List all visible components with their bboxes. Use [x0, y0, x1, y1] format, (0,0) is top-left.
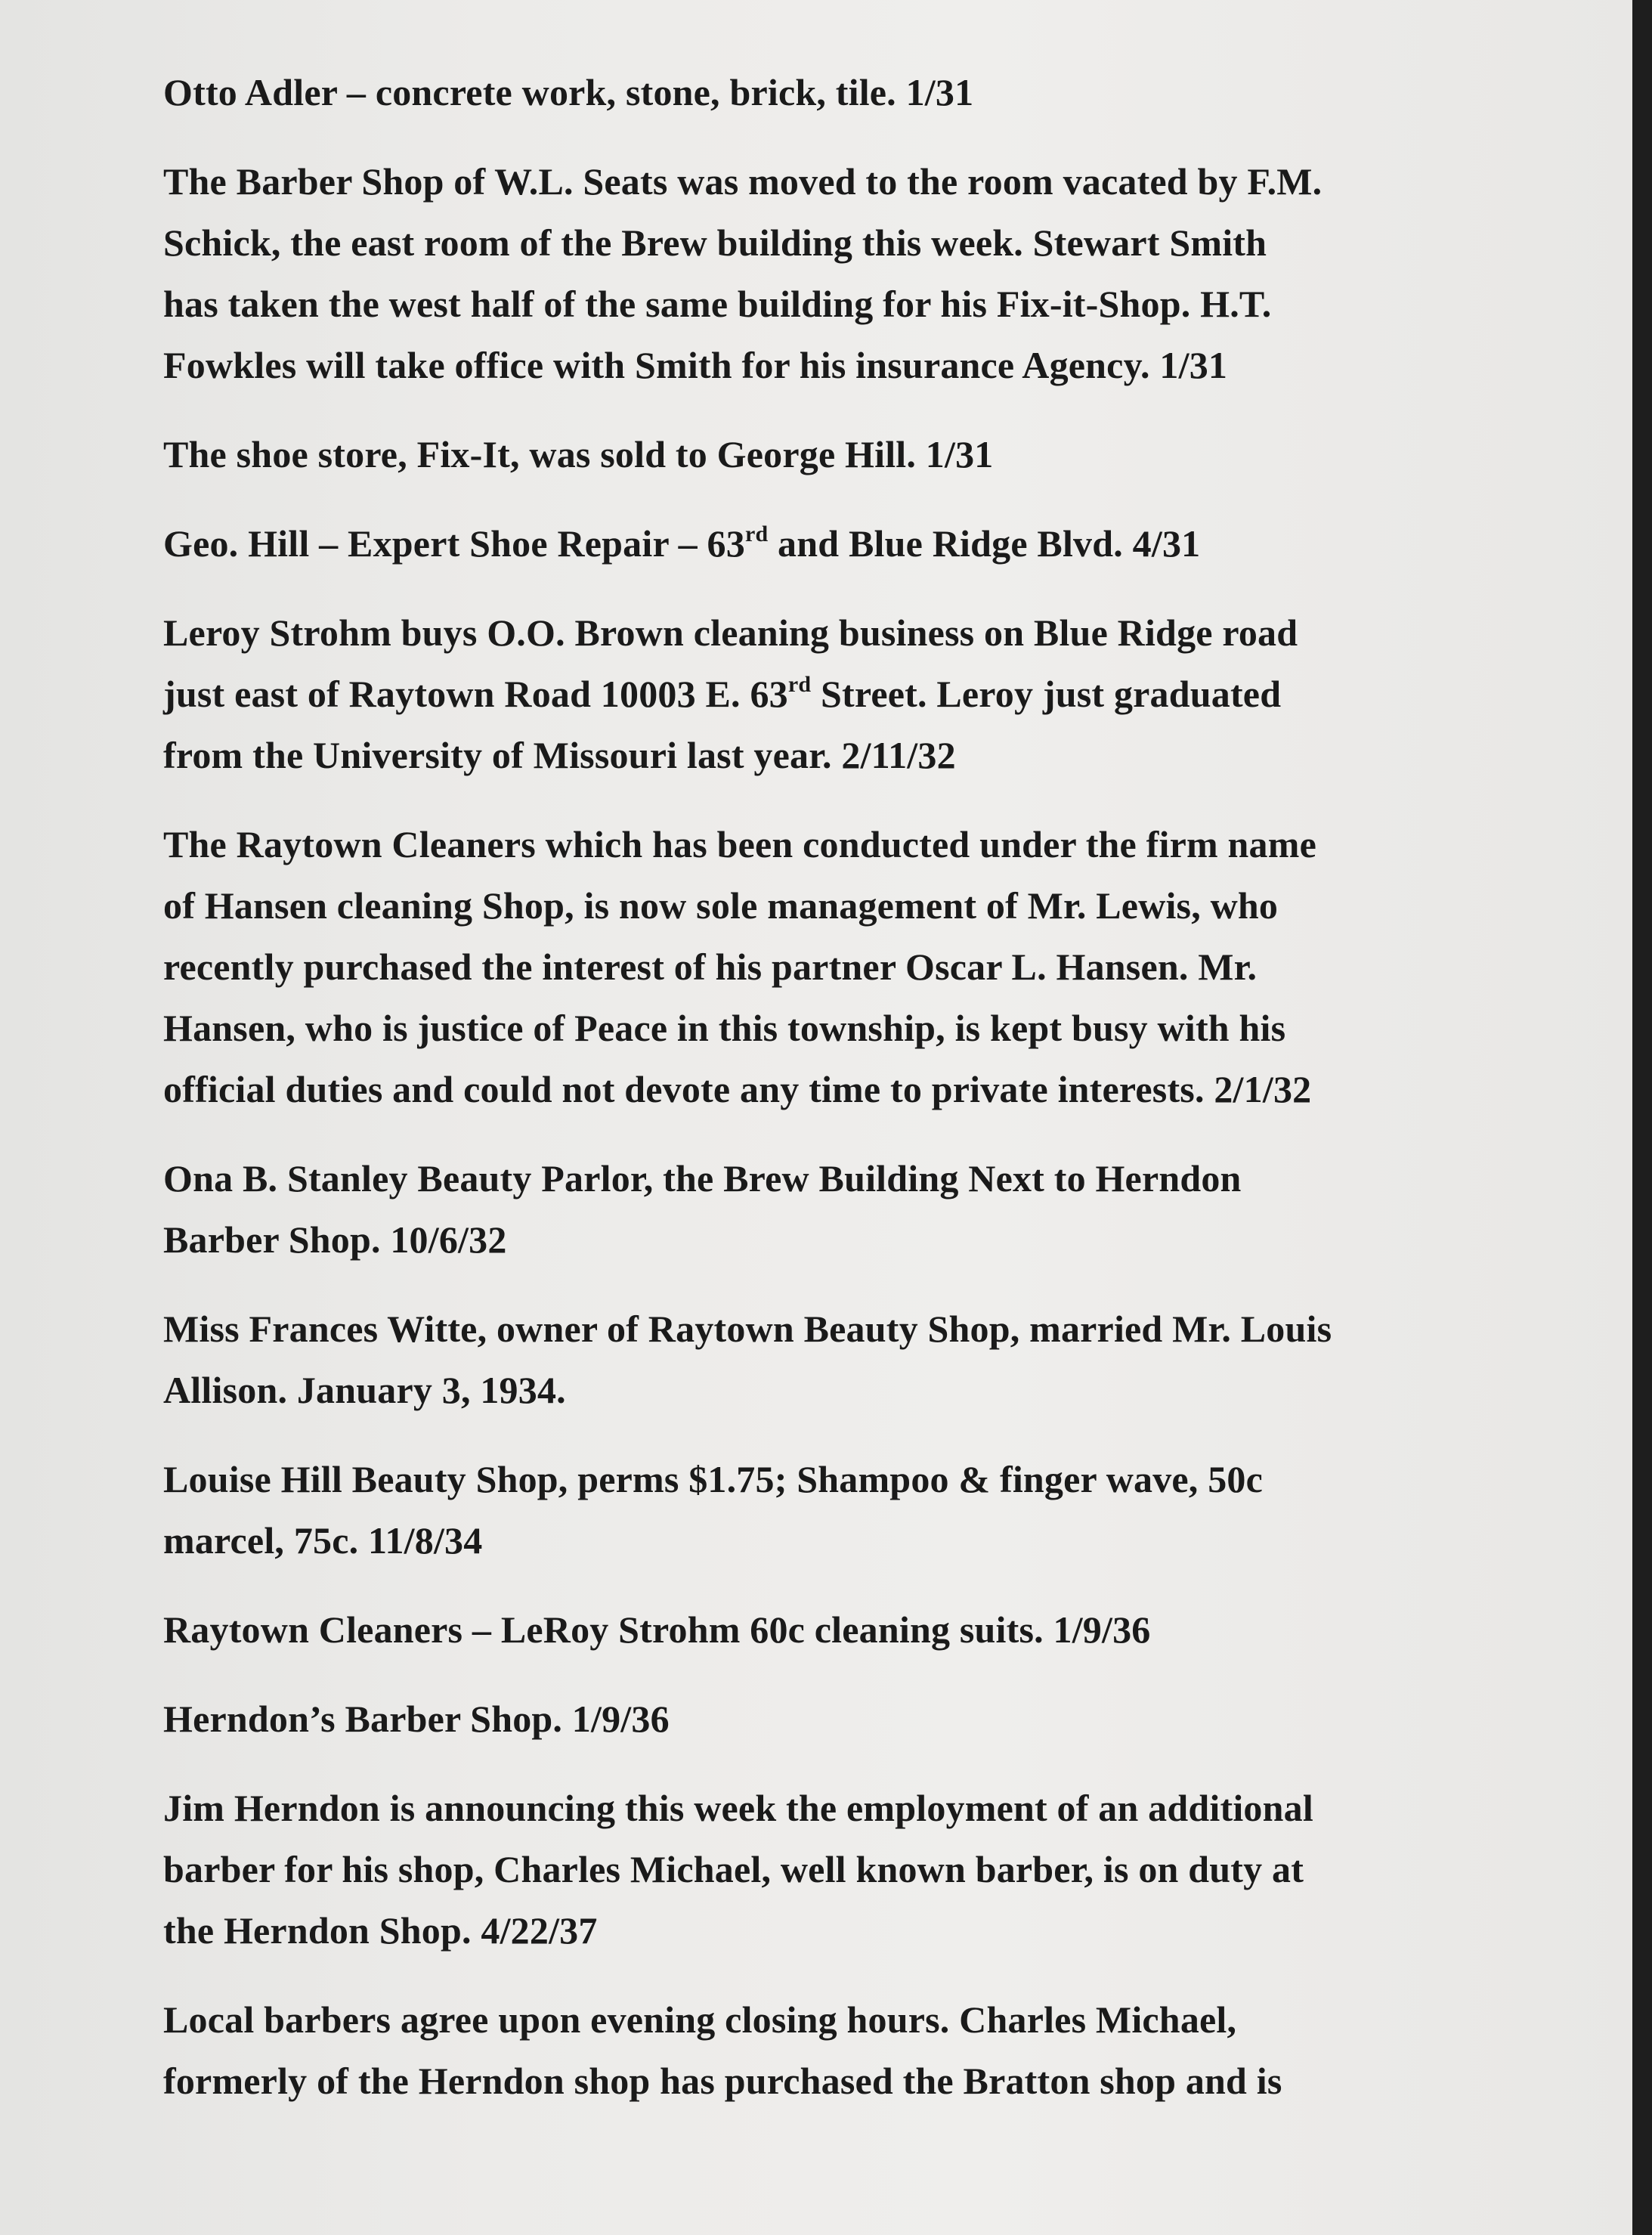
entry-text-part: Street. Leroy just graduated from the University of Missouri last year. 2/11/32: [163, 673, 1282, 776]
entry-local-barbers: Local barbers agree upon evening closing hours. Charles Michael, formerly of the Herndon shop has purchased the Bratton shop and is: [163, 1998, 1282, 2102]
entry-text-part: and Blue Ridge Blvd. 4/31: [768, 522, 1201, 565]
entry-text-part: Geo. Hill – Expert Shoe Repair – 63: [163, 522, 745, 565]
entry-raytown-cleaners-hansen: The Raytown Cleaners which has been conducted under the firm name of Hansen cleaning Shop, is now sole management of Mr. Lewis, who recently purchased the interest of his partner Oscar L. Hansen. Mr. Hansen, who is justice of Peace in this township, is kept busy with his official duties and could not devote any time to private interests. 2/1/32: [163, 823, 1316, 1110]
document-body: [163, 62, 1599, 2140]
ordinal-suffix: rd: [787, 672, 812, 697]
entry-ona-stanley-beauty-parlor: Ona B. Stanley Beauty Parlor, the Brew Building Next to Herndon Barber Shop. 10/6/32: [163, 1157, 1242, 1261]
entry-louise-hill-beauty-shop: Louise Hill Beauty Shop, perms $1.75; Shampoo & finger wave, 50c marcel, 75c. 11/8/34: [163, 1458, 1263, 1562]
ordinal-suffix: rd: [744, 522, 769, 546]
entry-frances-witte: Miss Frances Witte, owner of Raytown Beauty Shop, married Mr. Louis Allison. January 3, 1934.: [163, 1308, 1332, 1411]
entry-jim-herndon: Jim Herndon is announcing this week the employment of an additional barber for his shop, Charles Michael, well known barber, is on duty at the Herndon Shop. 4/22/37: [163, 1787, 1313, 1952]
entry-otto-adler: Otto Adler – concrete work, stone, brick, tile. 1/31: [163, 71, 974, 113]
entry-barber-shop-seats: The Barber Shop of W.L. Seats was moved to the room vacated by F.M. Schick, the east room of the Brew building this week. Stewart Smith has taken the west half of the same building for his Fix-it-Shop. H.T. Fowkles will take office with Smith for his insurance Agency. 1/31: [163, 160, 1323, 386]
entry-leroy-strohm-buys: [163, 602, 1599, 786]
entry-text-part: Leroy Strohm buys O.O. Brown cleaning business on Blue Ridge road just east of Raytown Road 10003 E. 63: [163, 611, 1298, 715]
entry-geo-hill-shoe-repair: [163, 513, 1599, 574]
entry-shoe-store-fix-it: The shoe store, Fix-It, was sold to George Hill. 1/31: [163, 433, 994, 475]
entry-herndons-barber-shop: Herndon’s Barber Shop. 1/9/36: [163, 1698, 670, 1740]
entry-raytown-cleaners-strohm: Raytown Cleaners – LeRoy Strohm 60c cleaning suits. 1/9/36: [163, 1608, 1151, 1651]
